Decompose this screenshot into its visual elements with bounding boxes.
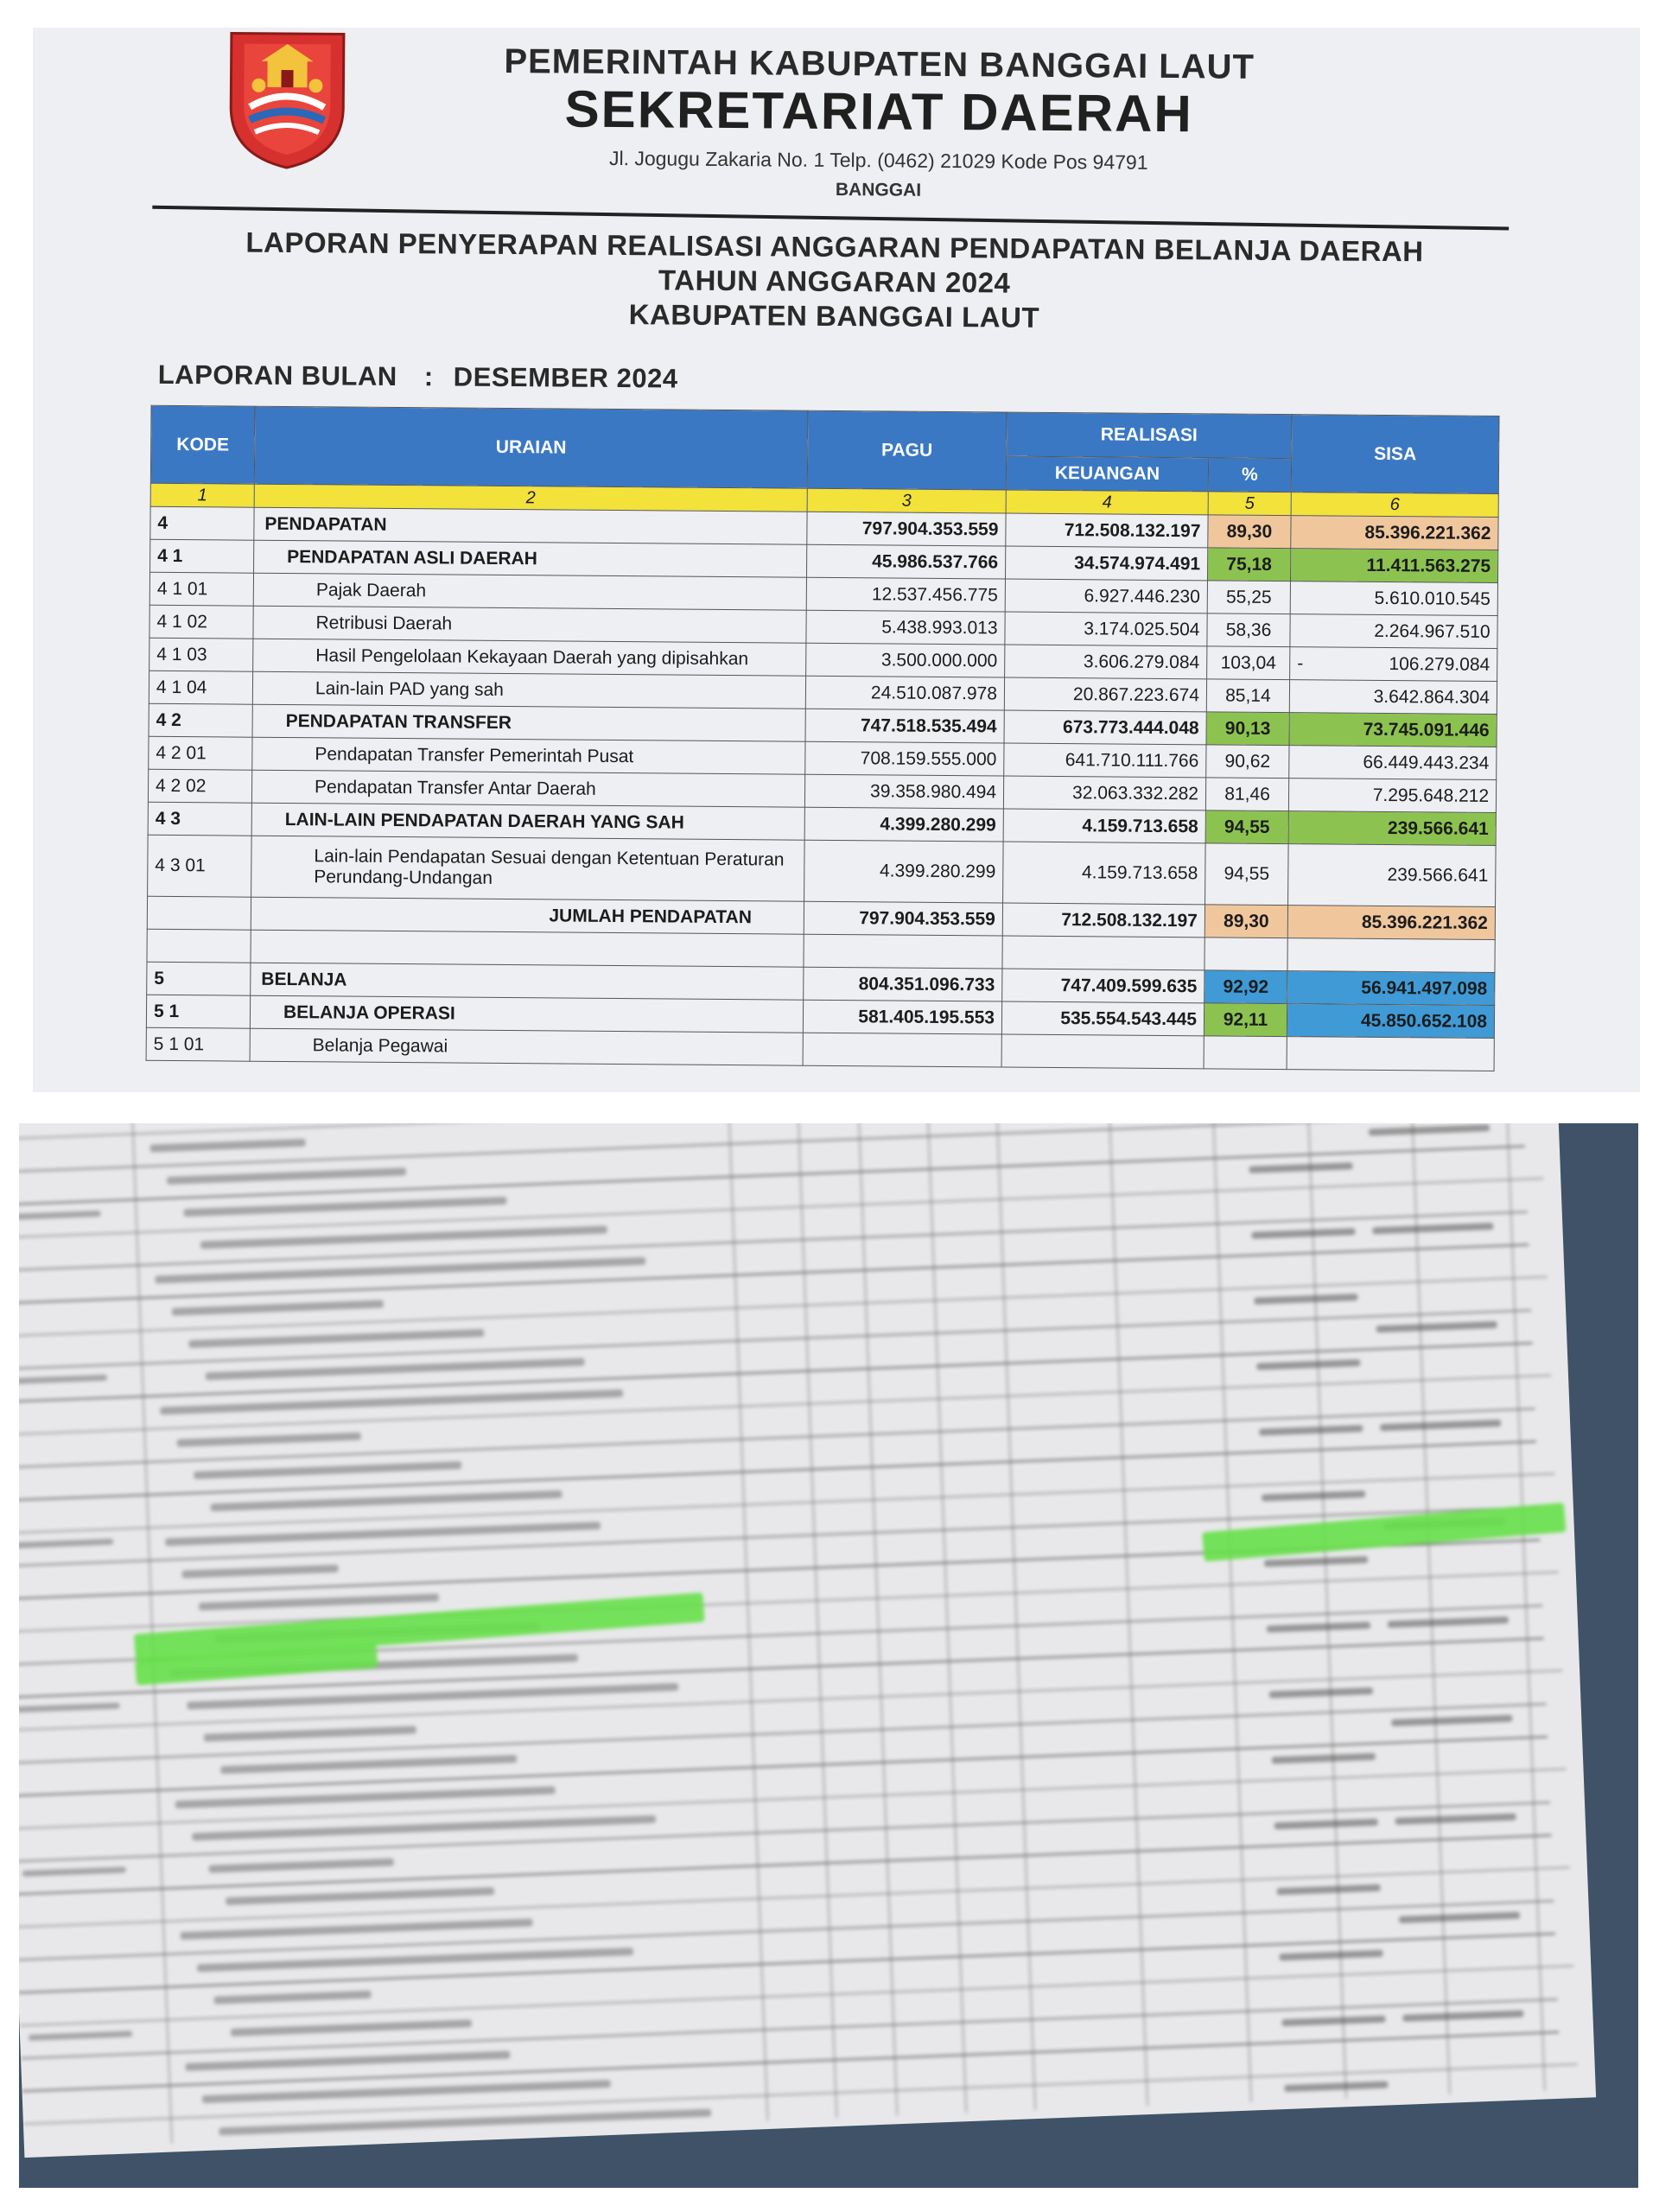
row-kode: 5 1 01 (146, 1027, 250, 1061)
row-uraian: LAIN-LAIN PENDAPATAN DAERAH YANG SAH (251, 803, 804, 840)
blurred-row-rule (19, 1123, 1540, 1141)
row-uraian: Belanja Pegawai (250, 1028, 803, 1065)
row-sisa (1287, 1037, 1494, 1071)
blurred-code-smudge (19, 1211, 101, 1221)
blurred-text-smudge (181, 1918, 533, 1940)
report-month (158, 359, 678, 395)
blurred-text-smudge (204, 1726, 416, 1741)
row-percent (1205, 938, 1287, 971)
blurred-amount-smudge (1391, 1715, 1512, 1726)
blurred-column-rule (1107, 1123, 1148, 2106)
report-title-line2: TAHUN ANGGARAN 2024 (658, 264, 1011, 299)
header-kode: KODE (150, 405, 255, 484)
blurred-text-smudge (183, 1197, 506, 1217)
row-percent: 103,04 (1207, 646, 1290, 680)
row-percent: 90,62 (1206, 745, 1289, 779)
row-uraian: Pendapatan Transfer Antar Daerah (251, 770, 804, 807)
row-uraian: PENDAPATAN (254, 507, 807, 544)
blurred-code-smudge (29, 2031, 132, 2041)
blurred-text-smudge (206, 1358, 585, 1381)
row-keuangan: 32.063.332.282 (1003, 776, 1205, 810)
blurred-amount-smudge (1269, 1688, 1373, 1699)
blurred-column-rule (1211, 1123, 1252, 2102)
blurred-amount-smudge (1284, 2081, 1388, 2092)
blurred-amount-smudge (1262, 1491, 1365, 1502)
row-keuangan: 6.927.446.230 (1005, 579, 1207, 613)
blurred-amount-smudge (1380, 1420, 1501, 1431)
row-keuangan: 34.574.974.491 (1005, 546, 1207, 581)
row-kode (147, 929, 251, 963)
row-sisa: 66.449.443.234 (1289, 746, 1497, 780)
report-sheet (33, 28, 1640, 1092)
row-percent: 89,30 (1205, 905, 1287, 938)
row-sisa (1287, 938, 1495, 973)
row-sisa: 239.566.641 (1288, 844, 1497, 907)
blurred-text-smudge (177, 1433, 361, 1447)
blurred-amount-smudge (1272, 1753, 1376, 1764)
blurred-code-smudge (19, 1703, 120, 1713)
blurred-amount-smudge (1251, 1228, 1355, 1239)
row-uraian: Pajak Daerah (253, 573, 806, 610)
blurred-amount-smudge (1249, 1162, 1352, 1173)
row-kode: 4 3 (148, 802, 251, 836)
blurred-code-smudge (19, 1539, 113, 1549)
row-pagu (803, 1033, 1001, 1067)
row-kode: 4 2 02 (148, 769, 251, 803)
row-pagu: 747.518.535.494 (805, 709, 1004, 743)
row-sisa-value: 106.279.084 (1389, 653, 1491, 675)
row-keuangan: 20.867.223.674 (1004, 677, 1206, 712)
row-uraian: Lain-lain PAD yang sah (252, 671, 805, 709)
blurred-amount-smudge (1372, 1223, 1493, 1234)
row-uraian (251, 930, 804, 967)
government-name: PEMERINTAH KABUPATEN BANGGAI LAUT (504, 41, 1255, 86)
row-keuangan (1002, 936, 1205, 970)
row-keuangan: 535.554.543.445 (1001, 1001, 1204, 1036)
row-sisa: 73.745.091.446 (1289, 713, 1497, 747)
office-name: SEKRETARIAT DAERAH (564, 79, 1194, 143)
blurred-text-smudge (202, 2080, 611, 2103)
blurred-detail-sheet (19, 1123, 1596, 2158)
row-kode: 4 1 (150, 539, 254, 573)
row-kode: 5 (147, 962, 251, 995)
header-sisa: SISA (1291, 415, 1499, 494)
row-pagu (804, 934, 1002, 969)
table-row (148, 835, 1497, 906)
row-kode: 4 1 04 (149, 671, 252, 704)
row-sisa: 85.396.221.362 (1287, 906, 1495, 940)
blurred-text-smudge (209, 1858, 394, 1872)
row-keuangan: 712.508.132.197 (1002, 903, 1205, 938)
row-percent: 55,25 (1207, 581, 1290, 614)
budget-table (146, 405, 1500, 1071)
blurred-column-rule (925, 1123, 967, 2113)
row-sisa (1290, 647, 1497, 682)
row-uraian: Pendapatan Transfer Pemerintah Pusat (252, 737, 805, 774)
row-pagu: 4.399.280.299 (804, 840, 1004, 903)
row-sisa: 11.411.563.275 (1291, 549, 1498, 583)
column-number: 4 (1006, 490, 1208, 515)
row-uraian: BELANJA (251, 963, 804, 1000)
header-percent: % (1208, 458, 1291, 493)
row-uraian: Lain-lain Pendapatan Sesuai dengan Ketentuan Peraturan Perundang-Undangan (251, 836, 805, 901)
blurred-text-smudge (199, 1593, 439, 1611)
row-kode: 5 1 (146, 995, 250, 1028)
report-photo-bottom (19, 1123, 1638, 2188)
row-keuangan: 641.710.111.766 (1004, 743, 1206, 778)
blurred-text-smudge (194, 1461, 461, 1479)
row-keuangan: 747.409.599.635 (1002, 969, 1205, 1003)
row-percent: 94,55 (1205, 810, 1288, 844)
row-keuangan: 712.508.132.197 (1006, 513, 1208, 548)
report-month-separator: : (423, 361, 434, 392)
row-sisa: 5.610.010.545 (1290, 582, 1497, 616)
row-pagu: 5.438.993.013 (806, 610, 1005, 645)
row-uraian: JUMLAH PENDAPATAN (251, 897, 804, 934)
header-keuangan: KEUANGAN (1006, 456, 1208, 492)
row-pagu: 3.500.000.000 (806, 643, 1005, 677)
row-percent: 90,13 (1206, 712, 1289, 746)
report-title-line3: KABUPATEN BANGGAI LAUT (628, 298, 1040, 334)
blurred-text-smudge (200, 1225, 607, 1249)
row-uraian: PENDAPATAN ASLI DAERAH (254, 540, 807, 577)
row-keuangan (1001, 1034, 1204, 1069)
row-sisa: 45.850.652.108 (1287, 1004, 1494, 1039)
column-number: 3 (807, 488, 1006, 513)
report-month-value: DESEMBER 2024 (453, 361, 678, 394)
blurred-amount-smudge (1395, 1814, 1516, 1825)
row-uraian: BELANJA OPERASI (250, 995, 803, 1033)
row-percent: 75,18 (1207, 548, 1290, 582)
blurred-amount-smudge (1279, 1950, 1382, 1961)
blurred-text-smudge (226, 1887, 494, 1905)
blurred-text-smudge (172, 1300, 384, 1315)
column-number: 1 (150, 483, 254, 507)
row-percent: 89,30 (1208, 515, 1291, 549)
row-pagu: 708.159.555.000 (805, 741, 1004, 776)
row-sisa: 85.396.221.362 (1291, 516, 1498, 550)
blurred-text-smudge (175, 1786, 556, 1808)
header-uraian: URAIAN (254, 406, 808, 488)
report-photo-top (33, 28, 1640, 1092)
blurred-amount-smudge (1256, 1359, 1360, 1370)
regency-emblem-icon (213, 28, 361, 173)
row-kode: 4 1 02 (149, 605, 253, 639)
row-uraian: PENDAPATAN TRANSFER (252, 704, 805, 741)
office-address: Jl. Jogugu Zakaria No. 1 Telp. (0462) 21029 Kode Pos 94791 (608, 146, 1148, 174)
row-sisa: 239.566.641 (1288, 811, 1496, 846)
blurred-code-smudge (22, 1866, 126, 1877)
blurred-text-smudge (185, 2050, 510, 2070)
blurred-column-rule (995, 1123, 1036, 2110)
row-kode: 4 1 03 (149, 638, 253, 671)
blurred-amount-smudge (1264, 1556, 1368, 1567)
row-sisa-prefix: - (1297, 652, 1304, 673)
row-keuangan: 673.773.444.048 (1004, 710, 1206, 745)
row-pagu: 581.405.195.553 (803, 1000, 1001, 1034)
row-percent: 85,14 (1206, 679, 1289, 713)
blurred-code-smudge (19, 1375, 107, 1385)
blurred-amount-smudge (1259, 1425, 1363, 1436)
row-percent: 92,11 (1204, 1003, 1287, 1037)
office-city: BANGGAI (835, 179, 922, 200)
blurred-amount-smudge (1274, 1819, 1378, 1830)
blurred-amount-smudge (1388, 1617, 1509, 1628)
blurred-text-smudge (231, 2019, 472, 2037)
blurred-amount-smudge (1254, 1294, 1357, 1305)
column-number: 6 (1291, 493, 1498, 518)
blurred-detail-content (19, 1123, 1596, 2158)
row-percent: 94,55 (1205, 843, 1289, 906)
row-kode: 4 2 (149, 703, 252, 737)
row-sisa: 3.642.864.304 (1289, 680, 1497, 715)
row-pagu: 24.510.087.978 (805, 676, 1004, 710)
row-pagu: 4.399.280.299 (804, 807, 1003, 842)
row-uraian: Retribusi Daerah (253, 606, 806, 643)
row-kode (147, 896, 251, 930)
blurred-amount-smudge (1402, 2010, 1523, 2021)
row-pagu: 797.904.353.559 (807, 512, 1006, 546)
row-keuangan: 3.174.025.504 (1005, 612, 1207, 646)
blurred-amount-smudge (1376, 1321, 1497, 1332)
blurred-amount-smudge (1399, 1911, 1520, 1923)
blurred-text-smudge (220, 1755, 517, 1774)
row-percent: 58,36 (1207, 613, 1290, 647)
row-percent: 92,92 (1205, 970, 1287, 1004)
blurred-amount-smudge (1369, 1124, 1490, 1135)
row-keuangan: 4.159.713.658 (1003, 842, 1206, 905)
report-title-line1: LAPORAN PENYERAPAN REALISASI ANGGARAN PENDAPATAN BELANJA DAERAH (245, 226, 1424, 268)
column-number: 5 (1208, 492, 1291, 516)
row-kode: 4 1 01 (149, 572, 253, 606)
blurred-amount-smudge (1267, 1622, 1370, 1633)
report-month-label: LAPORAN BULAN (157, 359, 397, 392)
blurred-text-smudge (211, 1491, 563, 1512)
row-pagu: 45.986.537.766 (807, 544, 1006, 579)
row-pagu: 797.904.353.559 (804, 901, 1002, 936)
blurred-amount-smudge (1281, 2016, 1385, 2027)
blurred-text-smudge (188, 1329, 484, 1348)
row-pagu: 39.358.980.494 (804, 774, 1003, 809)
row-sisa: 56.941.497.098 (1287, 971, 1495, 1006)
blurred-text-smudge (150, 1139, 306, 1153)
row-percent: 81,46 (1205, 778, 1288, 811)
row-percent (1204, 1036, 1287, 1070)
row-sisa: 7.295.648.212 (1288, 779, 1496, 813)
row-pagu: 12.537.456.775 (806, 577, 1005, 612)
row-keuangan: 3.606.279.084 (1005, 645, 1207, 679)
blurred-text-smudge (181, 1565, 338, 1579)
column-number: 2 (254, 484, 807, 512)
row-pagu: 804.351.096.733 (804, 967, 1002, 1001)
blurred-text-smudge (213, 1991, 371, 2005)
blurred-amount-smudge (1277, 1885, 1381, 1896)
header-realisasi: REALISASI (1007, 412, 1292, 459)
row-kode: 4 (150, 506, 254, 540)
row-kode: 4 3 01 (148, 835, 252, 897)
row-sisa: 2.264.967.510 (1290, 614, 1497, 649)
row-keuangan: 4.159.713.658 (1003, 809, 1205, 843)
header-pagu: PAGU (807, 410, 1007, 490)
row-kode: 4 2 01 (149, 736, 252, 770)
blurred-text-smudge (167, 1167, 406, 1185)
row-uraian: Hasil Pengelolaan Kekayaan Daerah yang dipisahkan (253, 639, 806, 676)
blurred-column-rule (856, 1123, 898, 2115)
